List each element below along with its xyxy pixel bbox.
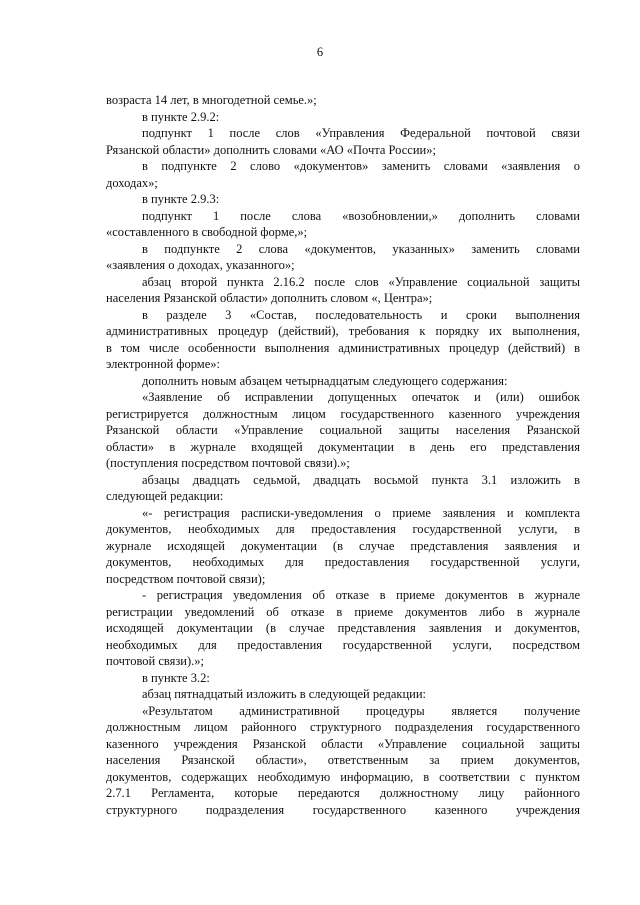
text-line: журнале исходящей документации (в случае представления заявления и: [106, 538, 580, 553]
page-number: 6: [316, 45, 324, 59]
text-line: области» в журнале входящей документации в день его представления: [106, 439, 580, 454]
text-line: регистрации уведомлений об отказе в приеме документов либо в журнале: [106, 604, 580, 619]
text-line: «составленного в свободной форме,»;: [106, 225, 308, 239]
text-line: подпункт 1 после слова «возобновлении,» дополнить словами: [142, 208, 580, 223]
text-line: абзацы двадцать седьмой, двадцать восьмой пункта 3.1 изложить в: [142, 472, 580, 487]
text-line: должностным лицом районного структурного подразделения государственного: [106, 720, 580, 734]
text-line: следующей редакции:: [106, 489, 224, 503]
text-line: необходимых для предоставления государственной услуги, посредством: [106, 637, 580, 652]
text-line: в разделе 3 «Состав, последовательность и сроки выполнения: [142, 307, 580, 322]
text-line: населения Рязанской области» дополнить словом «, Центра»;: [106, 291, 433, 305]
text-line: в подпункте 2 слово «документов» заменить словами «заявления о: [142, 159, 580, 173]
text-line: почтовой связи).»;: [106, 654, 205, 668]
text-line: - регистрация уведомления об отказе в приеме документов в журнале: [142, 588, 580, 602]
text-line: 2.7.1 Регламента, которые передаются должностному лицу районного: [106, 786, 580, 800]
text-line: в пункте 3.2:: [142, 670, 210, 685]
text-line: абзац пятнадцатый изложить в следующей редакции:: [142, 687, 427, 701]
text-line: населения Рязанской области», ответственным за прием документов,: [106, 753, 580, 767]
document-body: [106, 92, 580, 818]
text-line: административных процедур (действий), требования к порядку их выполнения,: [106, 324, 580, 338]
text-line: в пункте 2.9.3:: [142, 192, 220, 206]
text-line: структурного подразделения государственного казенного учреждения: [106, 802, 580, 817]
text-line: доходах»;: [106, 175, 158, 190]
text-line: электронной форме»:: [106, 357, 220, 371]
text-line: в пункте 2.9.2:: [142, 109, 220, 124]
text-line: «Заявление об исправлении допущенных опечаток и (или) ошибок: [142, 390, 580, 404]
text-line: «- регистрация расписки-уведомления о приеме заявления и комплекта: [142, 505, 580, 520]
text-line: возраста 14 лет, в многодетной семье.»;: [106, 93, 317, 107]
text-line: документов, содержащих необходимую информацию, в соответствии с пунктом: [106, 769, 580, 784]
text-line: в том числе особенности выполнения административных процедур (действий) в: [106, 340, 580, 355]
text-line: «заявления о доходах, указанного»;: [106, 258, 295, 272]
text-line: в подпункте 2 слова «документов, указанных» заменить словами: [142, 241, 580, 256]
text-line: регистрируется должностным лицом государственного казенного учреждения: [106, 406, 580, 421]
text-line: «Результатом административной процедуры является получение: [142, 703, 580, 718]
text-line: абзац второй пункта 2.16.2 после слов «Управление социальной защиты: [142, 274, 580, 289]
text-line: документов, необходимых для предоставления государственной услуги, в: [106, 522, 580, 536]
text-line: подпункт 1 после слов «Управления Федеральной почтовой связи: [142, 126, 580, 140]
text-line: (поступления посредством почтовой связи).»;: [106, 456, 350, 470]
text-line: документов, необходимых для предоставления государственной услуги,: [106, 555, 580, 569]
text-line: исходящей документации (в случае представления заявления и документов,: [106, 621, 580, 635]
text-line: дополнить новым абзацем четырнадцатым следующего содержания:: [142, 373, 508, 388]
text-line: посредством почтовой связи);: [106, 571, 266, 586]
text-line: казенного учреждения Рязанской области «Управление социальной защиты: [106, 736, 580, 751]
text-line: Рязанской области» дополнить словами «АО «Почта России»;: [106, 142, 436, 157]
text-line: Рязанской области «Управление социальной защиты населения Рязанской: [106, 423, 580, 437]
